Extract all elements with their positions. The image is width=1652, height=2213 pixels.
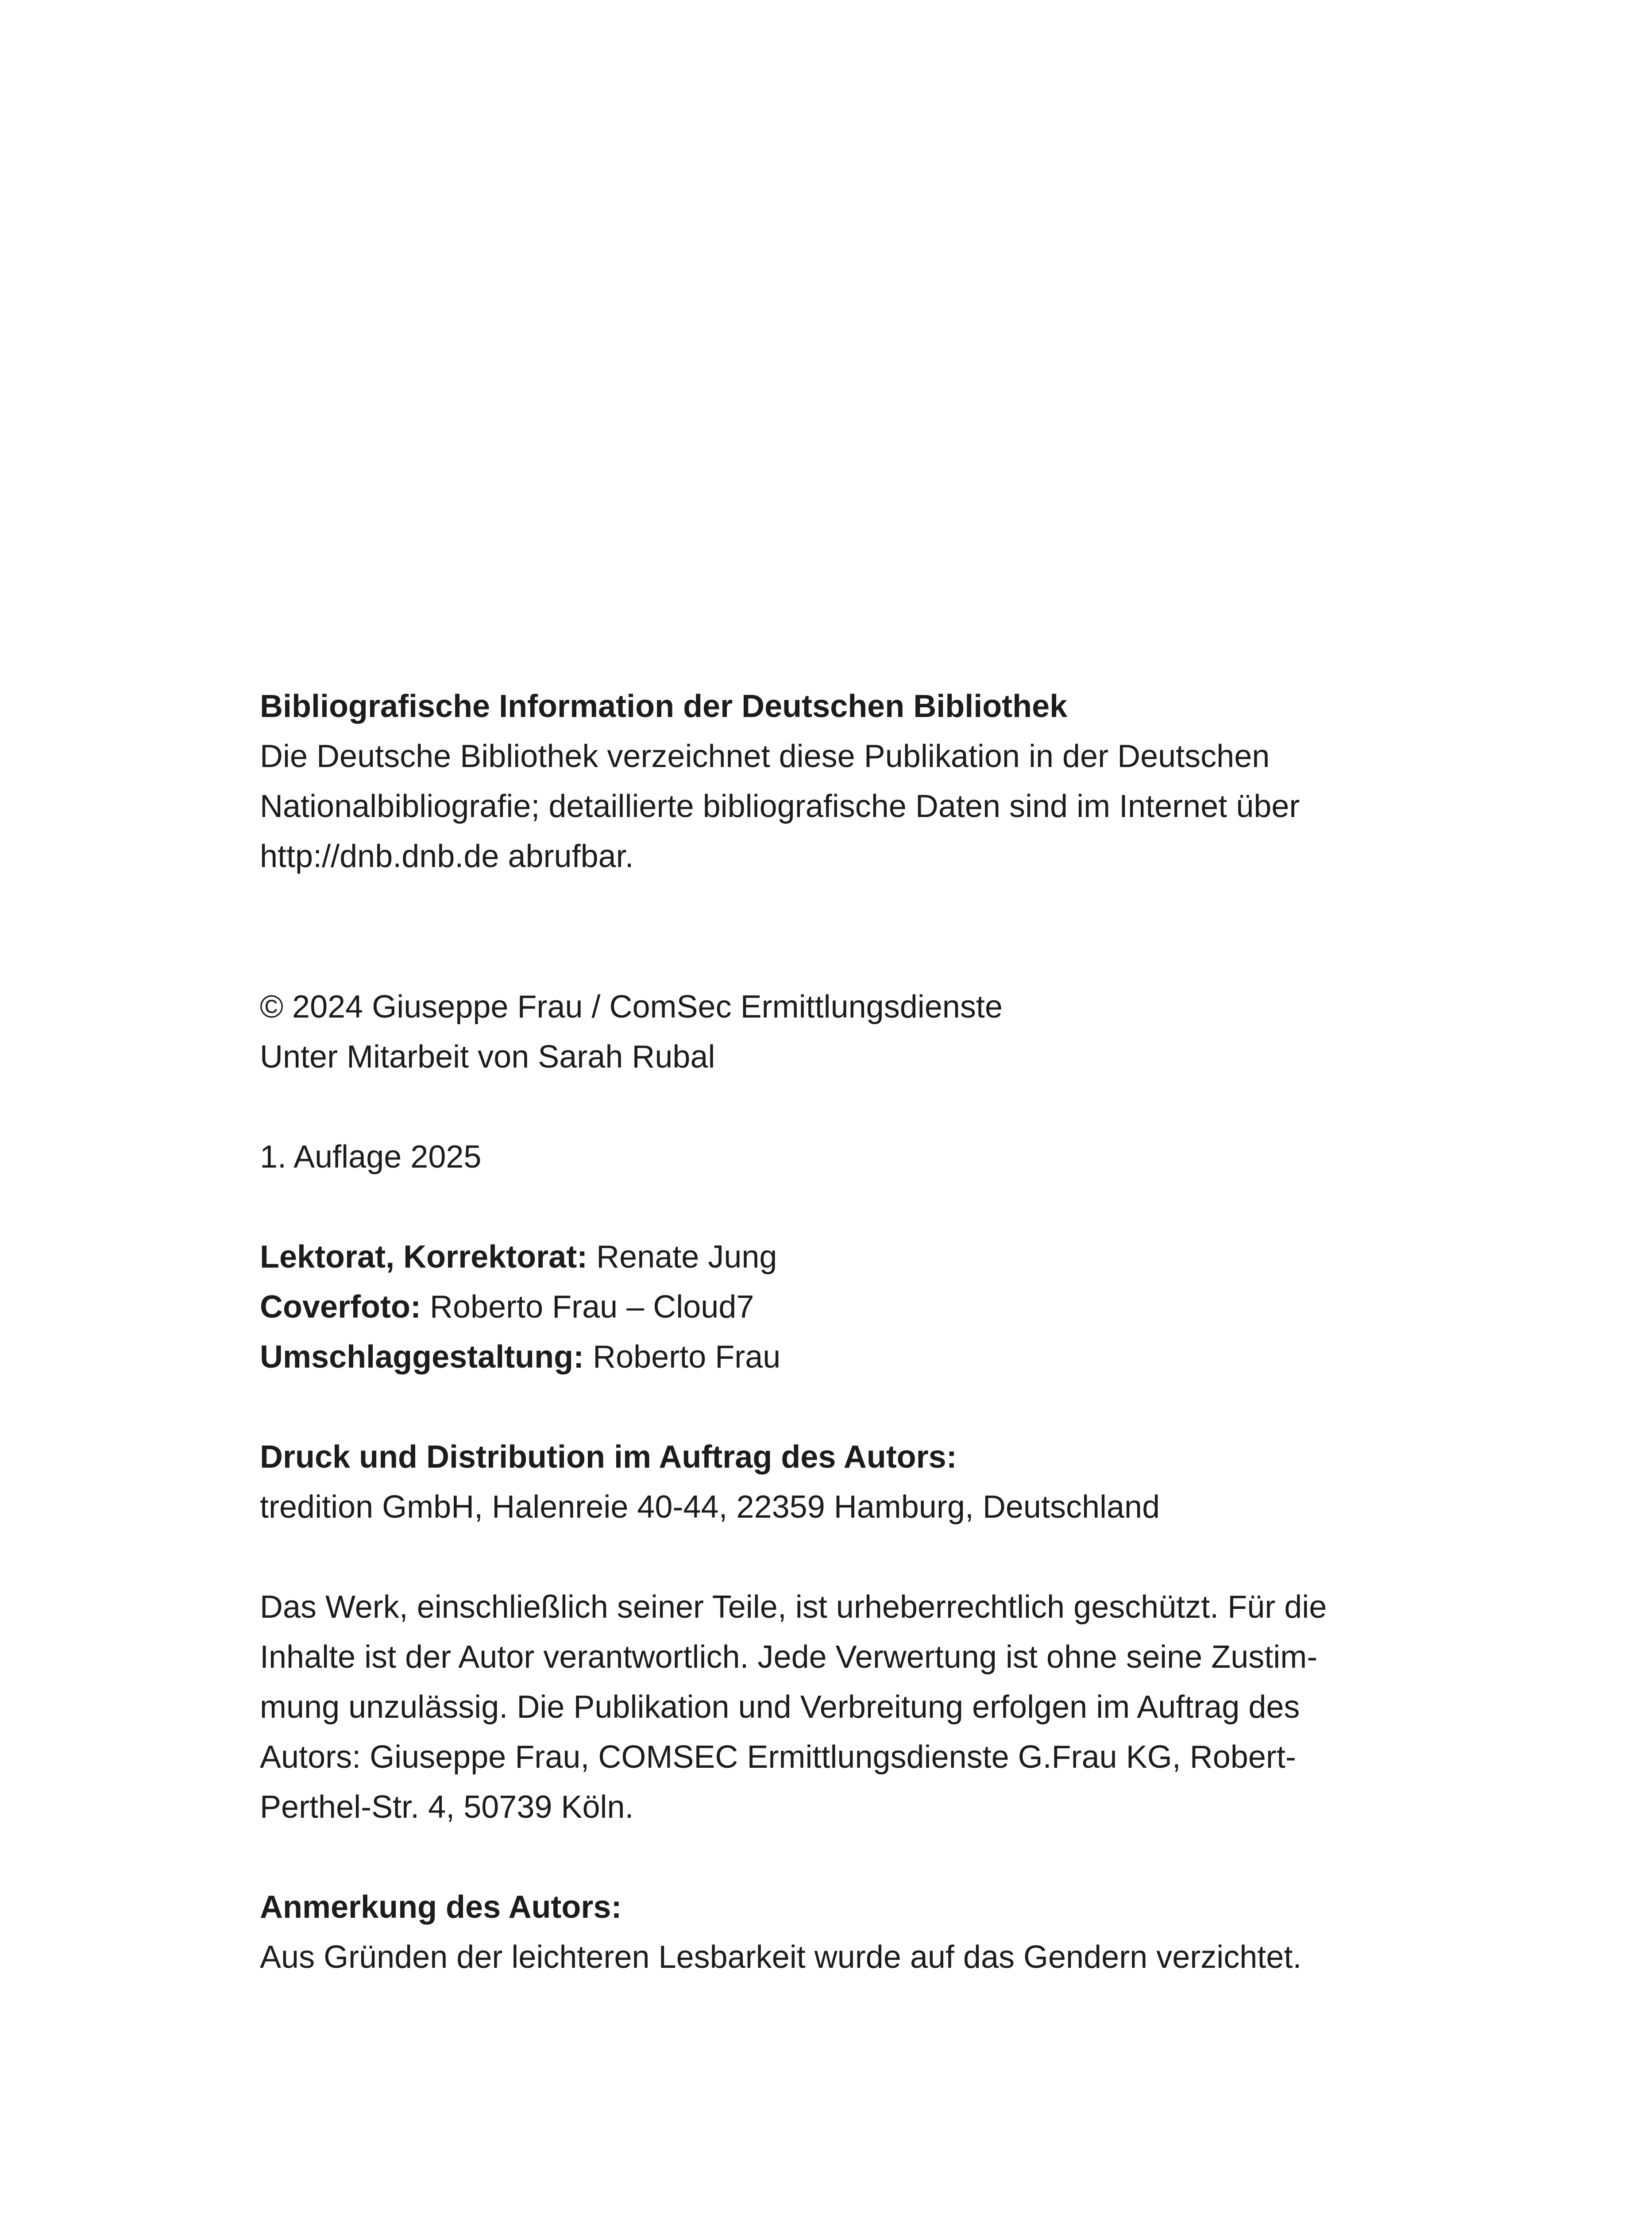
spacer <box>260 1832 1393 1882</box>
author-note-heading: Anmerkung des Autors: <box>260 1889 622 1925</box>
credit-label: Lektorat, Korrektorat: <box>260 1239 588 1275</box>
credits <box>260 1232 1393 1382</box>
collaboration-line: Unter Mitarbeit von Sarah Rubal <box>260 1039 715 1075</box>
rights-line: Autors: Giuseppe Frau, COMSEC Ermittlungsdienste G.Frau KG, Robert- <box>260 1739 1296 1775</box>
credit-value: Roberto Frau – Cloud7 <box>421 1289 754 1325</box>
credit-line <box>260 1332 1393 1382</box>
bibliographic-line: http://dnb.dnb.de abrufbar. <box>260 839 634 874</box>
printing-heading: Druck und Distribution im Auftrag des Autors: <box>260 1439 957 1475</box>
bibliographic-info <box>260 682 1393 882</box>
rights-line: Perthel-Str. 4, 50739 Köln. <box>260 1789 634 1825</box>
copyright-info <box>260 982 1393 1082</box>
rights-line: mung unzulässig. Die Publikation und Verbreitung erfolgen im Auftrag des <box>260 1689 1300 1725</box>
author-note <box>260 1882 1393 1982</box>
imprint-content <box>260 682 1393 1982</box>
edition-info <box>260 1132 1393 1182</box>
edition-line: 1. Auflage 2025 <box>260 1139 482 1175</box>
credit-value: Roberto Frau <box>584 1339 781 1375</box>
author-note-text: Aus Gründen der leichteren Lesbarkeit wurde auf das Gendern verzichtet. <box>260 1939 1302 1975</box>
credit-value: Renate Jung <box>587 1239 777 1275</box>
bibliographic-line: Nationalbibliografie; detaillierte bibliografische Daten sind im Internet über <box>260 789 1300 824</box>
rights-line: Inhalte ist der Autor verantwortlich. Jede Verwertung ist ohne seine Zustim- <box>260 1639 1318 1675</box>
spacer <box>260 1082 1393 1132</box>
credit-label: Umschlaggestaltung: <box>260 1339 584 1375</box>
spacer <box>260 882 1393 982</box>
copyright-line: © 2024 Giuseppe Frau / ComSec Ermittlungsdienste <box>260 989 1003 1025</box>
credit-line <box>260 1282 1393 1332</box>
spacer <box>260 1382 1393 1432</box>
spacer <box>260 1182 1393 1232</box>
spacer <box>260 1532 1393 1582</box>
credit-line <box>260 1232 1393 1282</box>
printing-info <box>260 1432 1393 1532</box>
bibliographic-line: Die Deutsche Bibliothek verzeichnet diese Publikation in der Deutschen <box>260 739 1270 774</box>
printing-address: tredition GmbH, Halenreie 40-44, 22359 Hamburg, Deutschland <box>260 1489 1160 1525</box>
credit-label: Coverfoto: <box>260 1289 421 1325</box>
rights-line: Das Werk, einschließlich seiner Teile, ist urheberrechtlich geschützt. Für die <box>260 1589 1327 1625</box>
rights-notice <box>260 1582 1393 1832</box>
bibliographic-heading: Bibliografische Information der Deutschen Bibliothek <box>260 689 1068 724</box>
